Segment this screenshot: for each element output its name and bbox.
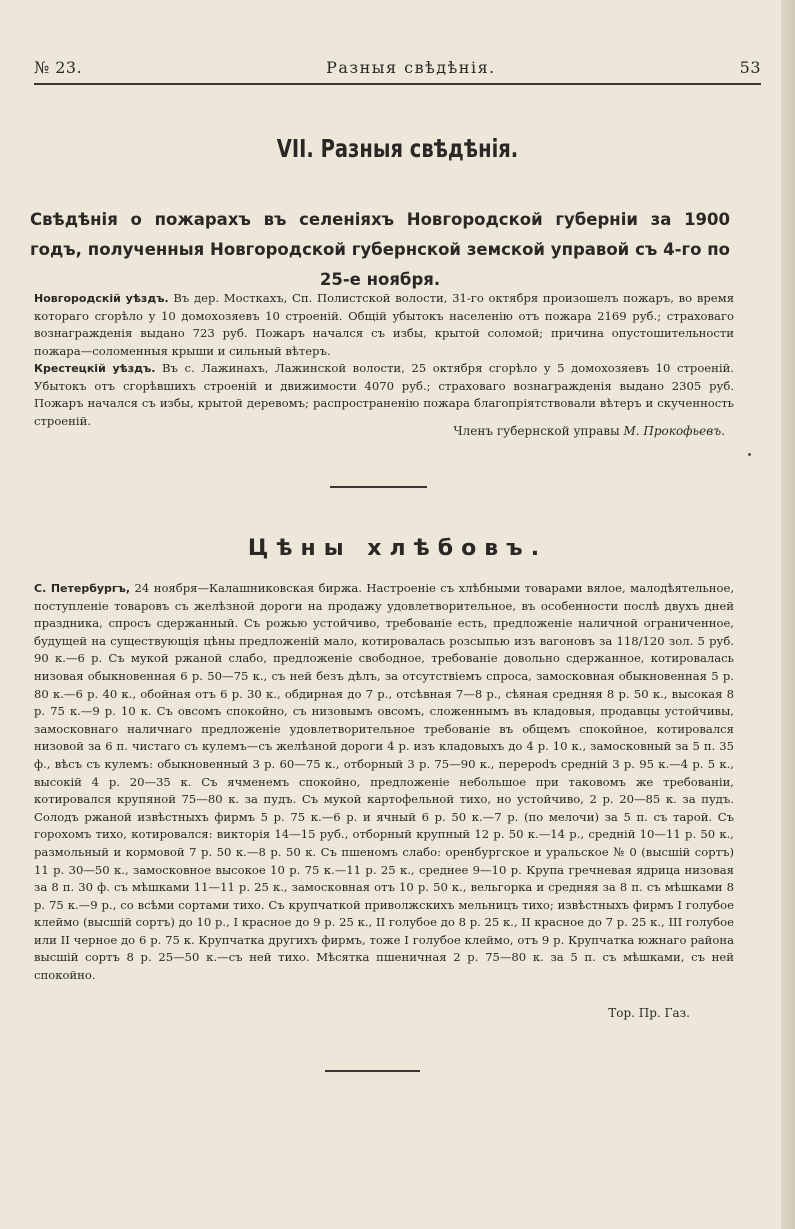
grain-prices-body (34, 580, 734, 985)
page-edge-shadow (781, 0, 795, 1229)
fires-entry-novgorod (34, 290, 734, 360)
section-divider (330, 486, 427, 488)
entry-text: Въ с. Лажинахъ, Лажинской волости, 25 октября сгорѣло у 5 домохозяевъ 10 строеній. Убытокъ отъ сгорѣвшихъ строеній и движимости 4070 руб.; страховаго вознагражденія выдано 2305 руб. Пожаръ начался съ избы, крытой деревомъ; распространенію пожара благопріятствовали вѣтеръ и скученность строеній. (34, 361, 735, 428)
grain-prices-title: Цѣны хлѣбовъ. (247, 536, 548, 561)
running-title: Разныя свѣдѣнія. (326, 58, 496, 77)
fires-report-title: Свѣдѣнія о пожарахъ въ селеніяхъ Новгородской губерніи за 1900 годъ, полученныя Новгородской губернской земской управой съ 4-го по 25-е ноября. (30, 210, 730, 289)
prices-lead: С. Петербургъ, (34, 582, 131, 595)
running-header (34, 58, 761, 77)
signature-prefix: Членъ губернской управы (453, 424, 624, 438)
entry-lead: Новгородскій уѣздъ. (34, 292, 169, 305)
section-title: VII. Разныя свѣдѣнія. (276, 134, 519, 163)
signature (453, 424, 725, 438)
end-divider (325, 1070, 420, 1072)
issue-number: № 23. (34, 58, 83, 77)
fires-entry-krestetsky (34, 360, 734, 430)
entry-lead: Крестецкій уѣздъ. (34, 362, 156, 375)
ink-speck (748, 453, 751, 456)
header-rule (34, 83, 761, 85)
source-attribution: Тор. Пр. Газ. (608, 1006, 690, 1020)
prices-text: 24 ноября—Калашниковская биржа. Настроеніе съ хлѣбными товарами вялое, малодѣятельное, поступленіе товаровъ съ желѣзной дороги на продажу удовлетворительное, въ особенности послѣ двухъ дней праздника, спросъ сдержанный. Съ рожью устойчиво, требованіе есть, предложеніе наличной ограниченное, будущей на существующія цѣны предложеній мало, котировалась розсыпью изъ вагоновъ за 118/120 зол. 5 руб. 90 к.—6 р. Съ мукой ржаной слабо, предложеніе свободное, требованіе довольно сдержанное, котировалась низовая обыкновенная 6 р. 50—75 к., съ ней безъ дѣлъ, за отсутствіемъ спроса, замосковная обыкновенная 5 р. 80 к.—6 р. 40 к., обойная отъ 6 р. 30 к., обдирная до 7 р., отсѣвная 7—8 р., сѣяная средняя 8 р. 50 к., высокая 8 р. 75 к.—9 р. 10 к. Съ овсомъ спокойно, съ низовымъ овсомъ, сложеннымъ въ кладовыя, продавцы устойчивы, замосковнаго наличнаго предложеніе удовлетворительное требованіе въ общемъ спокойное, котировался низовой за 6 п. чистаго съ кулемъ—съ желѣзной дороги 4 р. изъ кладовыхъ до 4 р. 10 к., замосковный за 5 п. 35 ф., вѣсъ съ кулемъ: обыкновенный 3 р. 60—75 к., отборный 3 р. 75—90 к., перерodъ средній 3 р. 95 к.—4 р. 5 к., высокій 4 р. 20—35 к. Съ ячменемъ спокойно, предложеніе небольшое при таковомъ же требованіи, котировался крупяной 75—80 к. за пудъ. Съ мукой картофельной тихо, но устойчиво, 2 р. 20—85 к. за пудъ. Солодъ ржаной извѣстныхъ фирмъ 5 р. 75 к.—6 р. и ячный 6 р. 50 к.—7 р. (по мелочи) за 5 п. съ тарой. Съ горохомъ тихо, котировался: викторія 14—15 руб., отборный крупный 12 р. 50 к.—14 р., средній 10—11 р. 50 к., размольный и кормовой 7 р. 50 к.—8 р. 50 к. Съ пшеномъ слабо: оренбургское и уральское № 0 (высшій сортъ) 11 р. 30—50 к., замосковное высокое 10 р. 75 к.—11 р. 25 к., среднее 9—10 р. Крупа гречневая ядрица низовая за 8 п. 30 ф. съ мѣшками 11—11 р. 25 к., замосковная отъ 10 р. 50 к., вельгорка и средняя за 8 п. съ мѣшками 8 р. 75 к.—9 р., со всѣми сортами тихо. Съ крупчаткой приволжскихъ мельницъ тихо; извѣстныхъ фирмъ I голубое клеймо (высшій сортъ) до 10 р., I красное до 9 р. 25 к., II голубое до 8 р. 25 к., II красное до 7 р. 25 к., III голубое или II черное до 6 р. 75 к. Крупчатка другихъ фирмъ, тоже I голубое клеймо, отъ 9 р. Крупчатка южнаго района высшій сортъ 8 р. 25—50 к.—съ ней тихо. Мѣсятка пшеничная 2 р. 75—80 к. за 5 п. съ мѣшками, съ ней спокойно. (34, 581, 735, 983)
page-number: 53 (739, 58, 761, 77)
entry-text: Въ дер. Мосткахъ, Сп. Полистской волости, 31-го октября произошелъ пожаръ, во время котораго сгорѣло у 10 домохозяевъ 10 строеній. Общій убытокъ населенію отъ пожара 2169 руб.; страховаго вознагражденія выдано 723 руб. Пожаръ начался съ избы, крытой соломой; причина опустошительности пожара—соломенныя крыши и сильный вѣтеръ. (34, 291, 735, 358)
signature-name: М. Прокофьевъ. (623, 424, 725, 438)
